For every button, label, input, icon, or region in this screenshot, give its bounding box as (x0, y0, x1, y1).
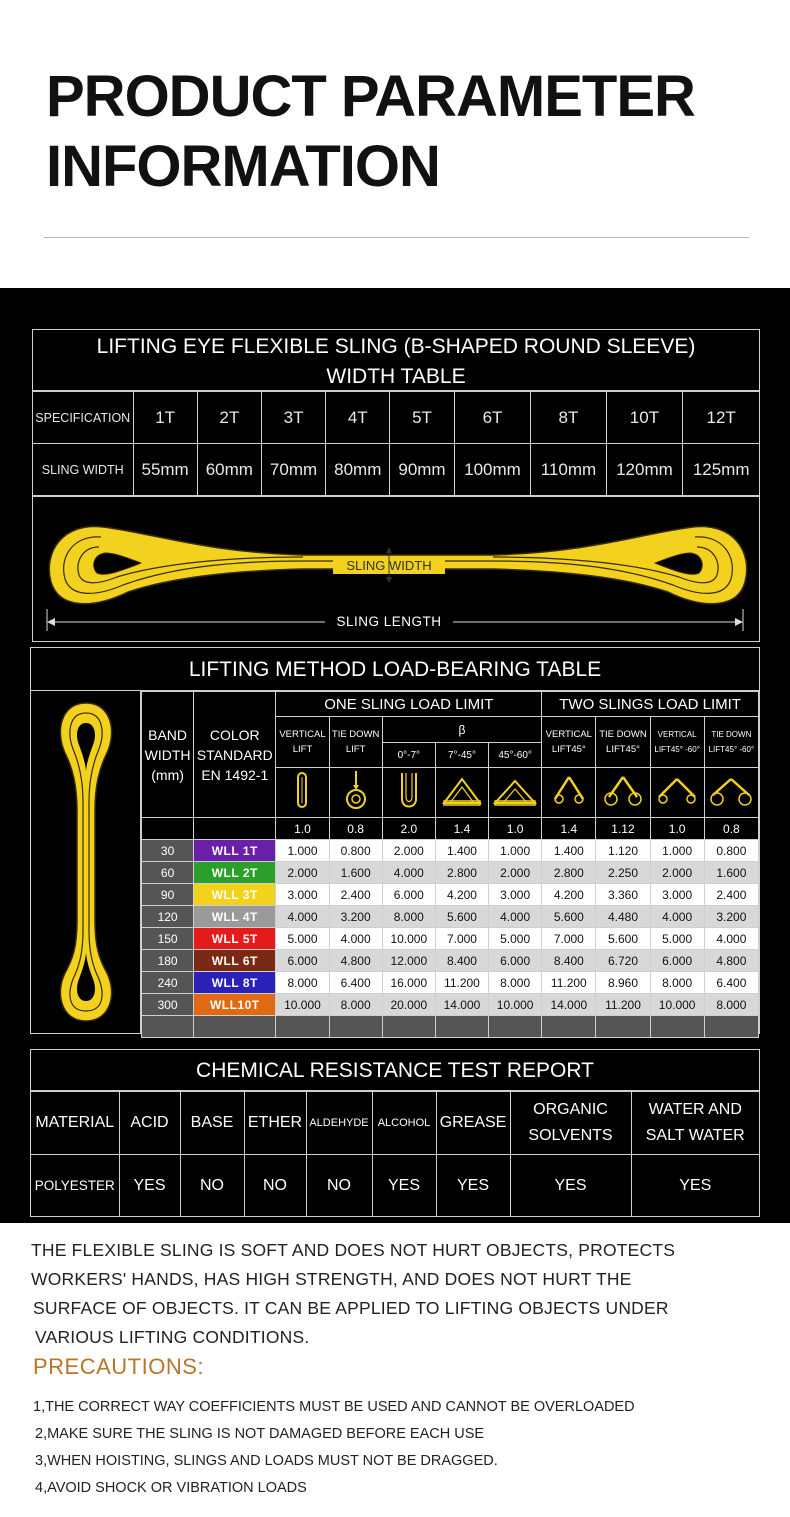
precaution-item: 3,WHEN HOISTING, SLINGS AND LOADS MUST NOT BE DRAGGED. (35, 1453, 498, 1469)
page-title (46, 62, 695, 202)
band-width-cell: 120 (142, 906, 194, 928)
width-grid (33, 391, 759, 496)
width-row (33, 444, 759, 496)
two-leg-choke-wide-icon (704, 768, 758, 818)
load-value-cell: 8.000 (489, 972, 542, 994)
load-value-cell: 1.600 (329, 862, 382, 884)
description (31, 1236, 771, 1352)
wll-color-cell: WLL 4T (194, 906, 276, 928)
spec-row (33, 392, 759, 444)
empty-cell (435, 1016, 488, 1038)
width-label: SLING WIDTH (33, 444, 133, 496)
two-vertical-60-header: VERTICAL LIFT45° -60° (650, 717, 704, 768)
load-row (142, 972, 759, 994)
chemical-result-cell: NO (180, 1155, 244, 1217)
sling-length-label: SLING LENGTH (336, 614, 442, 629)
load-value-cell: 3.000 (489, 884, 542, 906)
spec-value: 1T (133, 392, 197, 444)
load-value-cell: 10.000 (382, 928, 435, 950)
load-value-cell: 2.250 (596, 862, 650, 884)
load-value-cell: 4.000 (276, 906, 329, 928)
load-value-cell: 6.400 (329, 972, 382, 994)
coefficient-row (142, 818, 759, 840)
load-value-cell: 3.000 (276, 884, 329, 906)
band-width-cell: 300 (142, 994, 194, 1016)
description-line: THE FLEXIBLE SLING IS SOFT AND DOES NOT HURT OBJECTS, PROTECTS (31, 1240, 676, 1260)
chemical-result-cell: YES (631, 1155, 759, 1217)
width-value: 90mm (390, 444, 454, 496)
load-value-cell: 8.000 (329, 994, 382, 1016)
precaution-item: 4,AVOID SHOCK OR VIBRATION LOADS (35, 1480, 307, 1496)
load-value-cell: 5.600 (596, 928, 650, 950)
load-value-cell: 3.360 (596, 884, 650, 906)
load-value-cell: 8.960 (596, 972, 650, 994)
coefficient-cell: 1.4 (435, 818, 488, 840)
load-value-cell: 2.400 (329, 884, 382, 906)
load-value-cell: 2.800 (435, 862, 488, 884)
chemical-header-cell: ETHER (244, 1092, 306, 1155)
load-value-cell: 1.000 (489, 840, 542, 862)
header (0, 0, 790, 288)
wll-color-cell: WLL10T (194, 994, 276, 1016)
chemical-result-row (31, 1155, 759, 1217)
chemical-result-cell: YES (372, 1155, 436, 1217)
coefficient-cell: 1.0 (276, 818, 329, 840)
load-value-cell: 4.000 (704, 928, 758, 950)
load-value-cell: 5.000 (650, 928, 704, 950)
load-value-cell: 6.720 (596, 950, 650, 972)
spec-value: 2T (197, 392, 261, 444)
width-table-title-line-1: LIFTING EYE FLEXIBLE SLING (B-SHAPED ROUND SLEEVE) (96, 335, 696, 358)
load-value-cell: 8.400 (435, 950, 488, 972)
width-value: 110mm (531, 444, 606, 496)
choke-hitch-icon (329, 768, 382, 818)
load-value-cell: 4.800 (704, 950, 758, 972)
load-value-cell: 4.000 (329, 928, 382, 950)
vertical-hook-icon (276, 768, 329, 818)
coefficient-cell: 1.0 (489, 818, 542, 840)
chemical-header-cell: ACID (119, 1092, 180, 1155)
chemical-header-cell: WATER AND SALT WATER (631, 1092, 759, 1155)
empty-cell (329, 1016, 382, 1038)
beta-range-3: 45°-60° (489, 743, 542, 768)
load-row (142, 906, 759, 928)
load-value-cell: 11.200 (596, 994, 650, 1016)
empty-cell (142, 1016, 194, 1038)
wll-color-cell: WLL 5T (194, 928, 276, 950)
load-value-cell: 10.000 (276, 994, 329, 1016)
band-width-cell: 30 (142, 840, 194, 862)
wll-color-cell: WLL 3T (194, 884, 276, 906)
load-value-cell: 4.000 (489, 906, 542, 928)
load-value-cell: 2.800 (542, 862, 596, 884)
empty-cell (596, 1016, 650, 1038)
load-value-cell: 11.200 (542, 972, 596, 994)
coefficient-cell: 1.4 (542, 818, 596, 840)
load-value-cell: 8.000 (382, 906, 435, 928)
load-value-cell: 12.000 (382, 950, 435, 972)
spec-section (0, 288, 790, 1223)
load-value-cell: 1.120 (596, 840, 650, 862)
band-width-cell: 150 (142, 928, 194, 950)
description-line: VARIOUS LIFTING CONDITIONS. (35, 1327, 310, 1347)
coefficient-cell: 1.12 (596, 818, 650, 840)
load-row-empty (142, 1016, 759, 1038)
band-width-cell: 90 (142, 884, 194, 906)
load-value-cell: 1.000 (276, 840, 329, 862)
wll-color-cell: WLL 6T (194, 950, 276, 972)
chemical-header-cell: MATERIAL (31, 1092, 119, 1155)
width-value: 80mm (326, 444, 390, 496)
load-value-cell: 10.000 (650, 994, 704, 1016)
spec-value: 10T (606, 392, 683, 444)
load-row (142, 884, 759, 906)
width-table-title (33, 330, 759, 391)
load-value-cell: 1.400 (435, 840, 488, 862)
load-value-cell: 4.000 (650, 906, 704, 928)
band-width-cell: 240 (142, 972, 194, 994)
width-value: 55mm (133, 444, 197, 496)
empty-cell (382, 1016, 435, 1038)
chemical-header-row (31, 1092, 759, 1155)
vertical-lift-header: VERTICAL LIFT (276, 717, 329, 768)
load-value-cell: 1.400 (542, 840, 596, 862)
spec-value: 3T (261, 392, 325, 444)
load-row (142, 862, 759, 884)
load-value-cell: 4.200 (435, 884, 488, 906)
empty-cell (650, 1016, 704, 1038)
load-value-cell: 4.000 (382, 862, 435, 884)
band-width-cell: 180 (142, 950, 194, 972)
divider (44, 237, 749, 238)
load-value-cell: 5.000 (276, 928, 329, 950)
chemical-result-cell: NO (244, 1155, 306, 1217)
load-row (142, 928, 759, 950)
chemical-result-cell: POLYESTER (31, 1155, 119, 1217)
sling-vertical-illustration (31, 691, 141, 1033)
empty-cell (704, 1016, 758, 1038)
load-value-cell: 5.000 (489, 928, 542, 950)
basket-angle-icon (435, 768, 488, 818)
chemical-header-cell: ORGANIC SOLVENTS (510, 1092, 631, 1155)
load-value-cell: 5.600 (542, 906, 596, 928)
load-value-cell: 8.000 (704, 994, 758, 1016)
chemical-table-title: CHEMICAL RESISTANCE TEST REPORT (31, 1050, 759, 1091)
width-value: 70mm (261, 444, 325, 496)
load-value-cell: 4.200 (542, 884, 596, 906)
load-value-cell: 7.000 (435, 928, 488, 950)
load-value-cell: 1.000 (650, 840, 704, 862)
load-value-cell: 16.000 (382, 972, 435, 994)
precautions-list (33, 1394, 773, 1502)
load-value-cell: 8.000 (276, 972, 329, 994)
coefficient-cell: 0.8 (329, 818, 382, 840)
coef-spacer (142, 818, 194, 840)
load-value-cell: 2.000 (650, 862, 704, 884)
coefficient-cell: 2.0 (382, 818, 435, 840)
title-line-2: INFORMATION (46, 134, 440, 199)
width-table (32, 329, 760, 496)
load-value-cell: 3.200 (329, 906, 382, 928)
coefficient-cell: 0.8 (704, 818, 758, 840)
precaution-item: 1,THE CORRECT WAY COEFFICIENTS MUST BE USED AND CANNOT BE OVERLOADED (33, 1399, 635, 1415)
load-value-cell: 20.000 (382, 994, 435, 1016)
band-width-cell: 60 (142, 862, 194, 884)
load-value-cell: 6.000 (489, 950, 542, 972)
load-value-cell: 10.000 (489, 994, 542, 1016)
precaution-item: 2,MAKE SURE THE SLING IS NOT DAMAGED BEFORE EACH USE (35, 1426, 485, 1442)
two-leg-vertical-wide-icon (650, 768, 704, 818)
chemical-result-cell: YES (436, 1155, 510, 1217)
chemical-header-cell: GREASE (436, 1092, 510, 1155)
chemical-header-cell: BASE (180, 1092, 244, 1155)
chemical-header-cell: ALCOHOL (372, 1092, 436, 1155)
one-sling-header: ONE SLING LOAD LIMIT (276, 692, 542, 717)
spec-value: 6T (454, 392, 531, 444)
width-value: 60mm (197, 444, 261, 496)
load-value-cell: 2.000 (276, 862, 329, 884)
coef-spacer (194, 818, 276, 840)
empty-cell (542, 1016, 596, 1038)
band-width-header: BAND WIDTH (mm) (142, 692, 194, 818)
chemical-result-cell: YES (119, 1155, 180, 1217)
wll-color-cell: WLL 8T (194, 972, 276, 994)
empty-cell (489, 1016, 542, 1038)
load-value-cell: 3.200 (704, 906, 758, 928)
load-value-cell: 8.000 (650, 972, 704, 994)
load-value-cell: 4.800 (329, 950, 382, 972)
load-value-cell: 6.000 (276, 950, 329, 972)
load-row (142, 994, 759, 1016)
chemical-header-cell: ALDEHYDE (306, 1092, 372, 1155)
chemical-result-cell: NO (306, 1155, 372, 1217)
load-value-cell: 2.400 (704, 884, 758, 906)
width-value: 125mm (683, 444, 759, 496)
beta-range-2: 7°-45° (435, 743, 488, 768)
two-leg-vertical-icon (542, 768, 596, 818)
load-value-cell: 5.600 (435, 906, 488, 928)
load-value-cell: 6.000 (650, 950, 704, 972)
load-value-cell: 14.000 (542, 994, 596, 1016)
sling-width-label: SLING WIDTH (346, 558, 432, 573)
width-value: 100mm (454, 444, 531, 496)
load-value-cell: 4.480 (596, 906, 650, 928)
chemical-result-cell: YES (510, 1155, 631, 1217)
load-value-cell: 7.000 (542, 928, 596, 950)
chemical-grid (31, 1091, 759, 1217)
description-line: WORKERS' HANDS, HAS HIGH STRENGTH, AND DOES NOT HURT THE (31, 1269, 632, 1289)
load-table (30, 647, 760, 1034)
width-value: 120mm (606, 444, 683, 496)
beta-range-1: 0°-7° (382, 743, 435, 768)
spec-value: 12T (683, 392, 759, 444)
load-row (142, 840, 759, 862)
two-slings-header: TWO SLINGS LOAD LIMIT (542, 692, 759, 717)
load-value-cell: 2.000 (382, 840, 435, 862)
two-tiedown-45-header: TIE DOWN LIFT45° (596, 717, 650, 768)
spec-value: 4T (326, 392, 390, 444)
load-grid (141, 691, 759, 1038)
load-value-cell: 6.400 (704, 972, 758, 994)
empty-cell (276, 1016, 329, 1038)
spec-label: SPECIFICATION (33, 392, 133, 444)
basket-hitch-icon (382, 768, 435, 818)
two-vertical-45-header: VERTICAL LIFT45° (542, 717, 596, 768)
empty-cell (194, 1016, 276, 1038)
load-value-cell: 8.400 (542, 950, 596, 972)
load-value-cell: 6.000 (382, 884, 435, 906)
beta-header: β (382, 717, 542, 743)
description-line: SURFACE OF OBJECTS. IT CAN BE APPLIED TO LIFTING OBJECTS UNDER (33, 1298, 669, 1318)
two-tiedown-60-header: TIE DOWN LIFT45° -60° (704, 717, 758, 768)
color-standard-header: COLOR STANDARD EN 1492-1 (194, 692, 276, 818)
spec-value: 5T (390, 392, 454, 444)
load-value-cell: 14.000 (435, 994, 488, 1016)
wll-color-cell: WLL 1T (194, 840, 276, 862)
spec-value: 8T (531, 392, 606, 444)
load-value-cell: 1.600 (704, 862, 758, 884)
wll-color-cell: WLL 2T (194, 862, 276, 884)
load-value-cell: 0.800 (329, 840, 382, 862)
basket-wide-icon (489, 768, 542, 818)
width-table-title-line-2: WIDTH TABLE (326, 365, 466, 388)
load-value-cell: 2.000 (489, 862, 542, 884)
two-leg-choke-icon (596, 768, 650, 818)
load-row (142, 950, 759, 972)
sling-vertical-image (31, 691, 141, 1033)
title-line-1: PRODUCT PARAMETER (46, 64, 695, 129)
coefficient-cell: 1.0 (650, 818, 704, 840)
load-value-cell: 3.000 (650, 884, 704, 906)
load-value-cell: 11.200 (435, 972, 488, 994)
chemical-table (30, 1049, 760, 1217)
load-value-cell: 0.800 (704, 840, 758, 862)
tie-down-lift-header: TIE DOWN LIFT (329, 717, 382, 768)
precautions-title: PRECAUTIONS: (33, 1354, 205, 1379)
sling-diagram (32, 496, 760, 642)
load-table-title: LIFTING METHOD LOAD-BEARING TABLE (31, 648, 759, 691)
